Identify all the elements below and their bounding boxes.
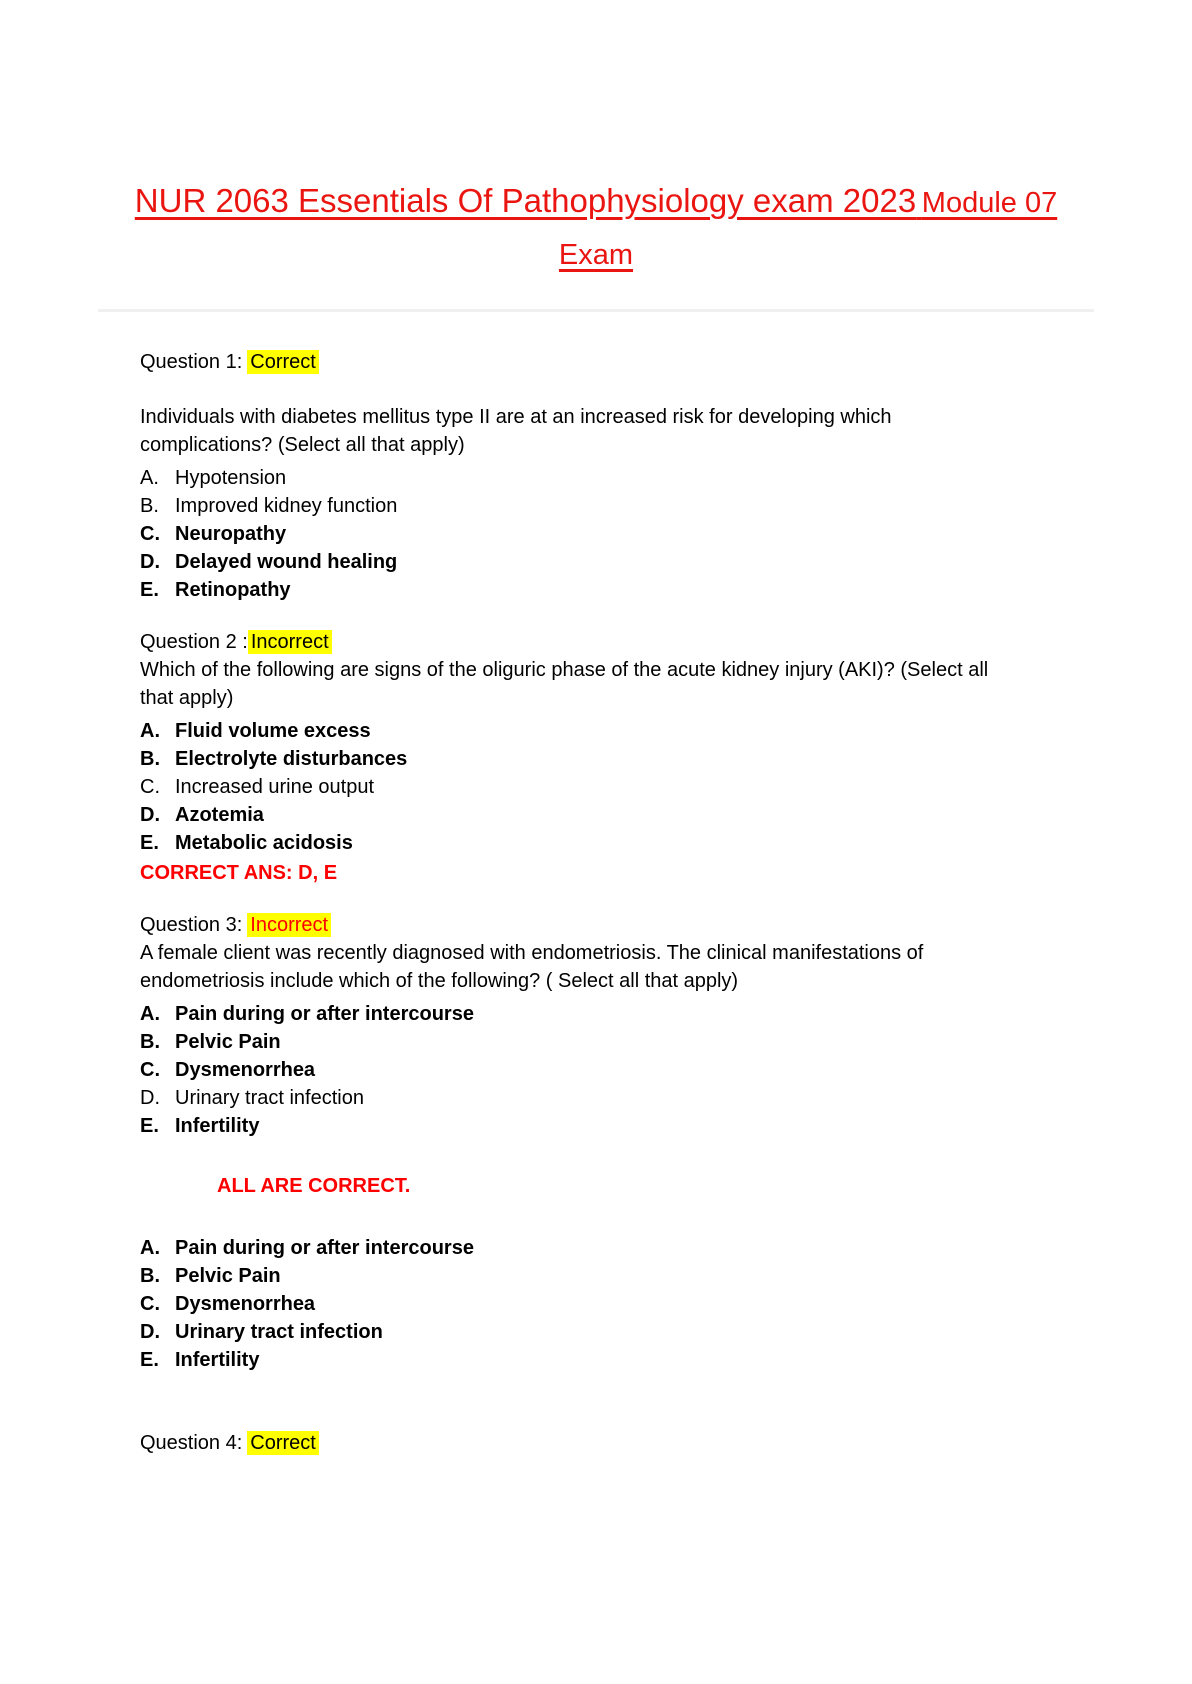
option-letter: D. <box>140 804 160 826</box>
options-list-repeat <box>140 1234 1010 1374</box>
question-label: Question 4: <box>140 1432 243 1454</box>
question-block-1 <box>140 348 1010 604</box>
option-letter: B. <box>140 1031 160 1053</box>
option-text: Hypotension <box>175 467 287 489</box>
option-letter: E. <box>140 579 159 601</box>
option-row <box>140 492 1010 520</box>
option-letter: C. <box>140 776 160 798</box>
option-text: Dysmenorrhea <box>175 1293 316 1315</box>
option-letter: E. <box>140 1349 159 1371</box>
option-row <box>140 1000 1010 1028</box>
option-row <box>140 1112 1010 1140</box>
option-letter: B. <box>140 495 159 517</box>
option-letter: A. <box>140 467 159 489</box>
option-row <box>140 1318 1010 1346</box>
option-row <box>140 1262 1010 1290</box>
option-row <box>140 464 1010 492</box>
option-letter: D. <box>140 551 160 573</box>
options-list <box>140 717 1010 857</box>
option-letter: C. <box>140 523 160 545</box>
correct-answer-note: CORRECT ANS: D, E <box>140 862 338 884</box>
question-heading <box>140 348 1010 376</box>
option-letter: E. <box>140 832 159 854</box>
option-text: Infertility <box>175 1349 260 1371</box>
option-letter: E. <box>140 1115 159 1137</box>
question-heading <box>140 911 1010 939</box>
option-letter: B. <box>140 1265 160 1287</box>
question-heading <box>140 628 1010 656</box>
options-list <box>140 464 1010 604</box>
option-row <box>140 745 1010 773</box>
option-row <box>140 1290 1010 1318</box>
question-label: Question 1: <box>140 351 243 373</box>
option-text: Infertility <box>175 1115 260 1137</box>
question-label: Question 2 : <box>140 631 248 653</box>
option-text: Increased urine output <box>175 776 375 798</box>
option-row <box>140 1346 1010 1374</box>
option-text: Pelvic Pain <box>175 1031 281 1053</box>
question-heading <box>140 1429 1010 1457</box>
option-text: Fluid volume excess <box>175 720 371 742</box>
option-row <box>140 801 1010 829</box>
status-badge: Incorrect <box>247 913 331 937</box>
option-letter: C. <box>140 1293 160 1315</box>
option-row <box>140 1084 1010 1112</box>
question-block-2 <box>140 628 1010 887</box>
option-row <box>140 773 1010 801</box>
option-letter: D. <box>140 1321 160 1343</box>
options-list <box>140 1000 1010 1140</box>
question-block-3 <box>140 911 1010 1374</box>
page-title <box>98 176 1094 283</box>
option-text: Urinary tract infection <box>175 1321 383 1343</box>
status-badge: Correct <box>247 1431 319 1455</box>
exam-content <box>98 348 1010 1457</box>
status-badge: Correct <box>247 350 319 374</box>
option-row <box>140 576 1010 604</box>
option-letter: D. <box>140 1087 160 1109</box>
question-label: Question 3: <box>140 914 243 936</box>
option-letter: A. <box>140 1003 160 1025</box>
page-title-module: Module 07 <box>921 187 1058 219</box>
all-are-correct-note: ALL ARE CORRECT. <box>217 1175 411 1197</box>
question-text: Individuals with diabetes mellitus type II are at an increased risk for developing which complications? (Select all that apply) <box>140 406 892 456</box>
option-text: Delayed wound healing <box>175 551 398 573</box>
question-text: Which of the following are signs of the oliguric phase of the acute kidney injury (AKI)? (Select all that apply) <box>140 659 989 709</box>
status-badge: Incorrect <box>248 630 332 654</box>
page-title-main: NUR 2063 Essentials Of Pathophysiology exam 2023 <box>134 182 917 219</box>
option-text: Retinopathy <box>175 579 291 601</box>
option-row <box>140 1056 1010 1084</box>
option-row <box>140 1234 1010 1262</box>
option-text: Electrolyte disturbances <box>175 748 408 770</box>
option-row <box>140 717 1010 745</box>
option-text: Improved kidney function <box>175 495 398 517</box>
option-text: Pain during or after intercourse <box>175 1003 474 1025</box>
option-text: Azotemia <box>175 804 264 826</box>
option-row <box>140 548 1010 576</box>
option-row <box>140 1028 1010 1056</box>
option-letter: A. <box>140 720 160 742</box>
horizontal-divider <box>98 309 1094 312</box>
question-block-4 <box>140 1429 1010 1457</box>
option-text: Dysmenorrhea <box>175 1059 316 1081</box>
option-row <box>140 829 1010 857</box>
option-text: Urinary tract infection <box>175 1087 364 1109</box>
option-text: Metabolic acidosis <box>175 832 353 854</box>
page-title-exam: Exam <box>558 239 634 271</box>
option-text: Pelvic Pain <box>175 1265 281 1287</box>
option-text: Neuropathy <box>175 523 287 545</box>
option-letter: C. <box>140 1059 160 1081</box>
question-text: A female client was recently diagnosed with endometriosis. The clinical manifestations of endometriosis include which of the following? ( Select all that apply) <box>140 942 924 992</box>
option-letter: B. <box>140 748 160 770</box>
option-text: Pain during or after intercourse <box>175 1237 474 1259</box>
option-letter: A. <box>140 1237 160 1259</box>
option-row <box>140 520 1010 548</box>
